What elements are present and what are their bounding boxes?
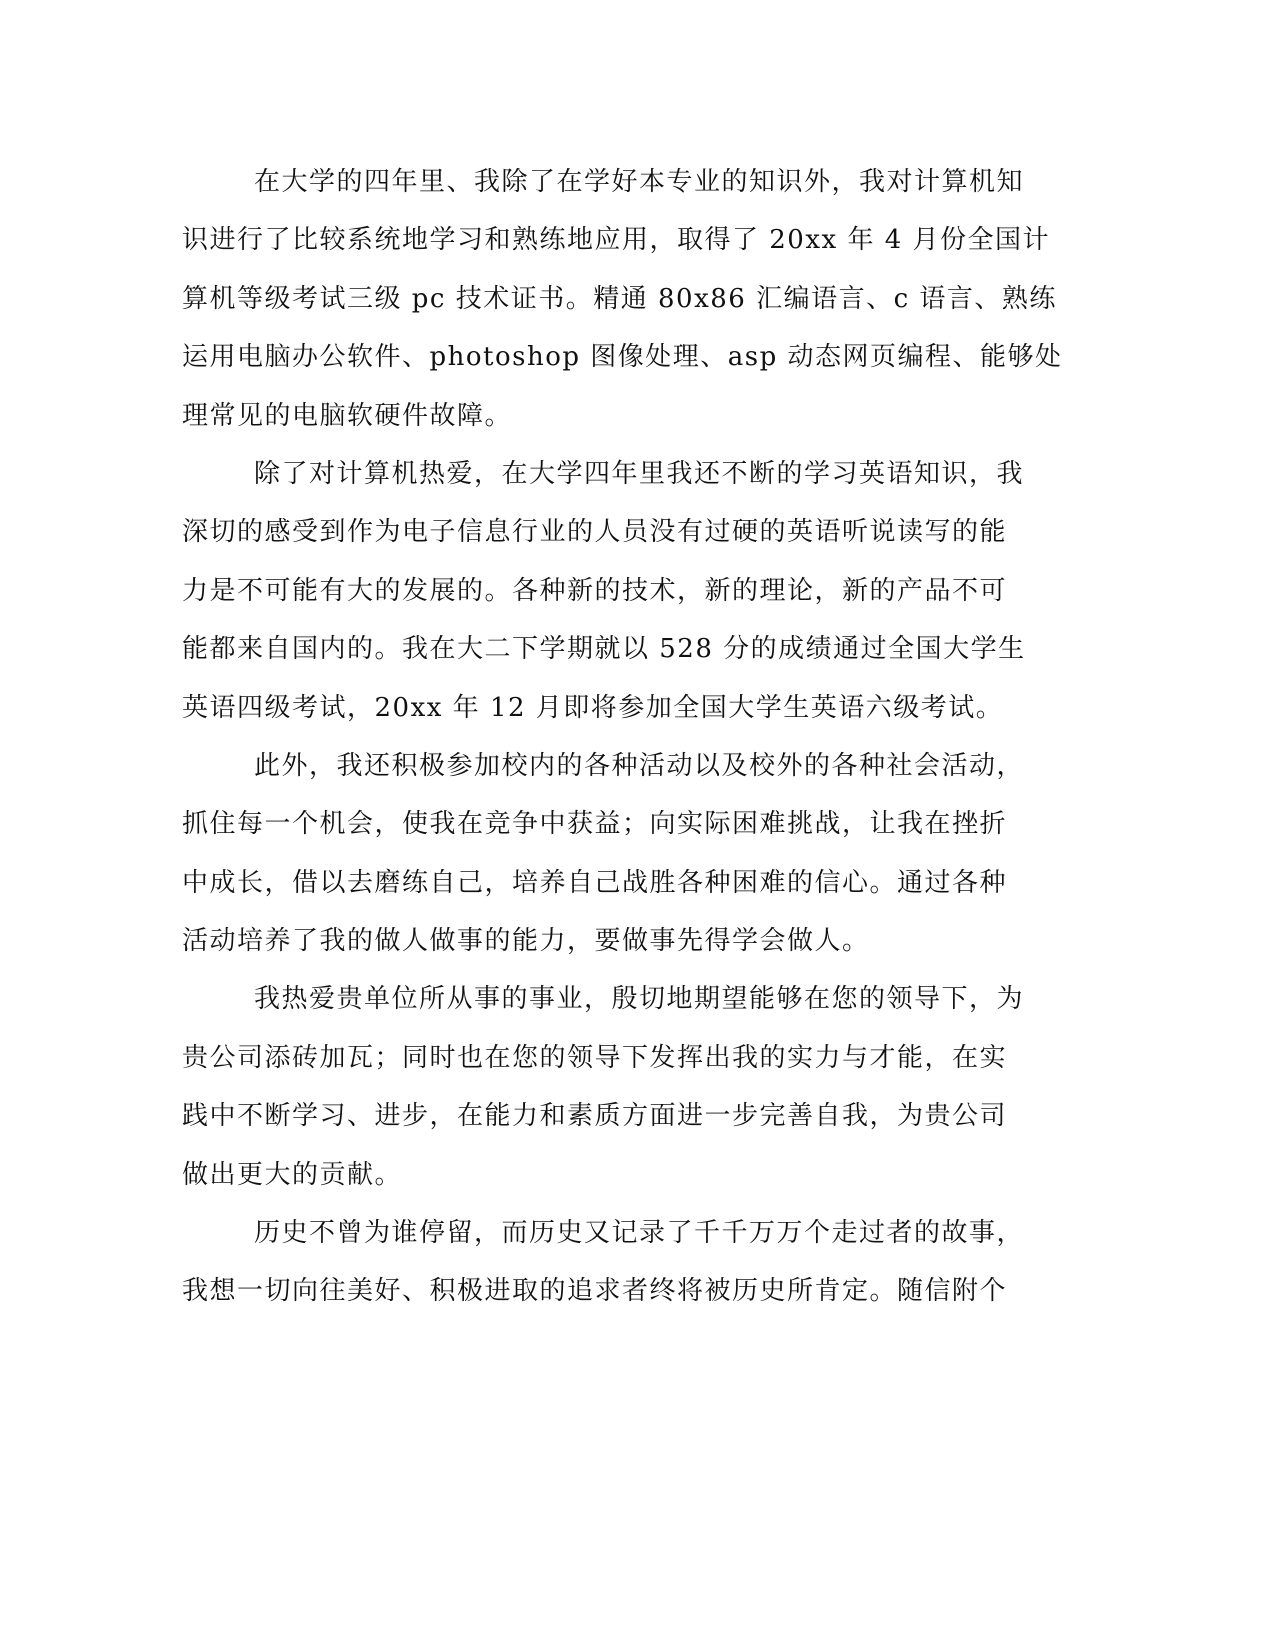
text-line: 运用电脑办公软件、photoshop 图像处理、asp 动态网页编程、能够处 [182,342,1063,373]
text-line: 英语四级考试，20xx 年 12 月即将参加全国大学生英语六级考试。 [182,692,1004,723]
text-line: 做出更大的贡献。 [182,1159,403,1190]
text-line: 识进行了比较系统地学习和熟练地应用，取得了 20xx 年 4 月份全国计 [182,225,1051,256]
text-line: 抓住每一个机会，使我在竞争中获益；向实际困难挑战，让我在挫折 [182,809,1008,840]
text-line: 力是不可能有大的发展的。各种新的技术，新的理论，新的产品不可 [182,575,1008,606]
document-body [182,153,1063,1321]
text-line: 活动培养了我的做人做事的能力，要做事先得学会做人。 [182,926,870,957]
text-line: 践中不断学习、进步，在能力和素质方面进一步完善自我，为贵公司 [182,1101,1008,1132]
text-line: 能都来自国内的。我在大二下学期就以 528 分的成绩通过全国大学生 [182,634,1026,665]
text-line: 我热爱贵单位所从事的事业，殷切地期望能够在您的领导下，为 [254,984,1025,1015]
text-line: 我想一切向往美好、积极进取的追求者终将被历史所肯定。随信附个 [182,1276,1008,1307]
text-line: 贵公司添砖加瓦；同时也在您的领导下发挥出我的实力与才能，在实 [182,1042,1008,1073]
text-line: 此外，我还积极参加校内的各种活动以及校外的各种社会活动， [254,750,1025,781]
text-line: 除了对计算机热爱，在大学四年里我还不断的学习英语知识，我 [254,458,1025,489]
text-line: 历史不曾为谁停留，而历史又记录了千千万万个走过者的故事， [254,1218,1025,1249]
text-line: 深切的感受到作为电子信息行业的人员没有过硬的英语听说读写的能 [182,517,1008,548]
text-line: 算机等级考试三级 pc 技术证书。精通 80x86 汇编语言、c 语言、熟练 [182,283,1057,314]
text-line: 理常见的电脑软硬件故障。 [182,400,513,431]
text-line: 中成长，借以去磨练自己，培养自己战胜各种困难的信心。通过各种 [182,867,1008,898]
text-line: 在大学的四年里、我除了在学好本专业的知识外，我对计算机知 [254,167,1025,197]
